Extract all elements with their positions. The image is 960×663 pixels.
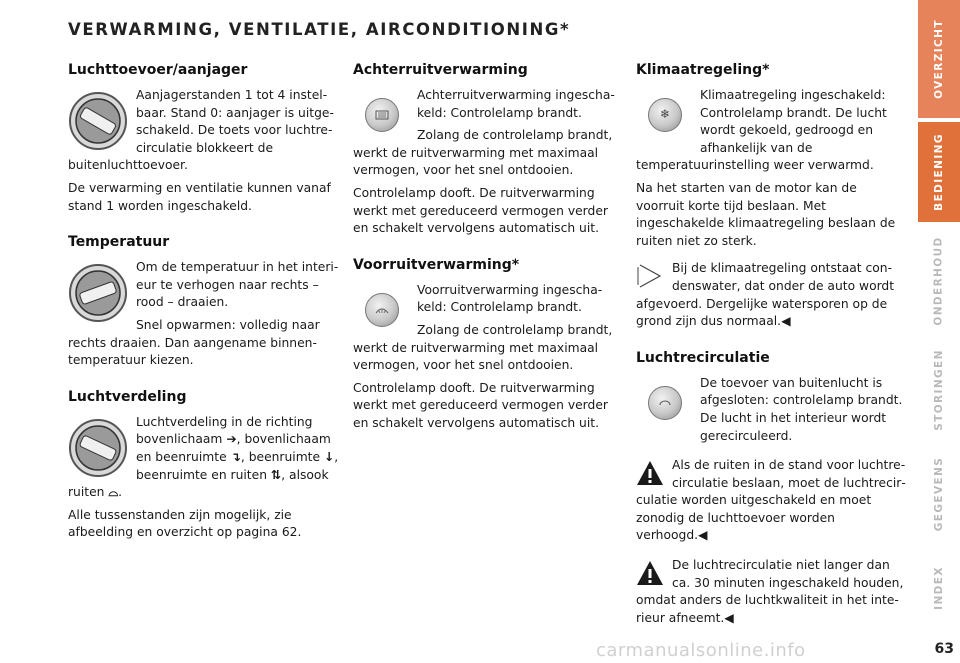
blower-text-1: Aanjagerstanden 1 tot 4 instelbaar. Stand 0: aanjager is uitgeschakeld. De toets voor luchtrecirculatie blokkeert de buitenluchttoevoer. — [68, 88, 334, 173]
ac-button-icon: ❄ — [636, 91, 694, 139]
arrow-down-icon: ↓ — [323, 449, 335, 464]
temperature-text-2: Snel opwarmen: volledig naar rechts draaien. Dan aangename binnentemperatuur kiezen. — [68, 317, 320, 368]
distribution-text-d: , beenruimte en ruiten — [136, 449, 339, 482]
distribution-text-c: , beenruimte — [240, 449, 321, 464]
climate-text-1: Klimaatregeling ingeschakeld: Controlelamp brandt. De lucht wordt gekoeld, gedroogd en afhankelijk van de temperatuurinstelling weer verwarmd. — [636, 88, 887, 173]
distribution-knob-icon — [68, 418, 128, 478]
end-mark-icon: ◀ — [698, 528, 708, 543]
tab-maintenance-label: ONDERHOUD — [933, 236, 945, 326]
section-heading-temperature: Temperatuur — [68, 234, 170, 251]
arrow-right-icon: ➔ — [226, 432, 237, 447]
climate-text-2: Na het starten van de motor kan de voorruit korte tijd beslaan. Met ingeschakelde klimaatregeling beslaan de ruiten niet zo sterk. — [636, 180, 896, 248]
page-title: VERWARMING, VENTILATIE, AIRCONDITIONING* — [68, 20, 571, 39]
tab-index[interactable] — [918, 548, 960, 628]
windshield-text-1: Voorruitverwarming ingeschakeld: Controlelamp brandt. — [417, 282, 603, 315]
section-heading-windshield: Voorruitverwarming* — [353, 256, 520, 273]
distribution-text-1: Luchtverdeling in de richting bovenlichaam ➔, bovenlichaam en beenruimte ↴, beenruimte ↓, beenruimte en ruiten ⇅, alsook ruiten ⌓. — [68, 414, 339, 500]
end-mark-icon: ◀ — [724, 610, 734, 625]
section-air-distribution — [68, 389, 340, 547]
end-mark-icon: ◀ — [781, 314, 791, 329]
rear-window-button-icon — [353, 91, 411, 139]
section-heading-air-distribution: Luchtverdeling — [68, 388, 187, 405]
rear-window-text-3: Controlelamp dooft. De ruitverwarming werkt met gereduceerd vermogen verder en schakelt vervolgens automatisch uit. — [353, 185, 608, 236]
tab-technical-data[interactable] — [918, 444, 960, 544]
recirculation-button-icon — [636, 379, 694, 427]
section-heading-recirculation: Luchtrecirculatie — [636, 349, 770, 366]
section-climate-control — [636, 62, 908, 336]
recirculation-text-1: De toevoer van buitenlucht is afgesloten: controlelamp brandt. De lucht in het interieur wordt gerecirculeerd. — [700, 375, 903, 443]
tab-overview[interactable] — [918, 0, 960, 118]
climate-note-text: Bij de klimaatregeling ontstaat condenswater, dat onder de auto wordt afgevoerd. Dergelijke watersporen op de grond zijn dus normaal. — [636, 261, 895, 329]
distribution-text-e: , alsook ruiten — [68, 467, 329, 500]
recirculation-warning-2 — [636, 557, 908, 627]
column-3 — [636, 62, 908, 646]
section-heading-climate: Klimaatregeling* — [636, 62, 770, 78]
column-1 — [68, 62, 340, 561]
tab-overview-label: OVERZICHT — [933, 19, 945, 99]
tab-maintenance[interactable] — [918, 226, 960, 336]
rear-window-text-1: Achterruitverwarming ingeschakeld: Controlelamp brandt. — [417, 88, 615, 120]
watermark: carmanualsonline.info — [596, 640, 806, 661]
windshield-text-3: Controlelamp dooft. De ruitverwarming werkt met gereduceerd vermogen verder en schakelt vervolgens automatisch uit. — [353, 380, 608, 430]
note-arrow-icon — [636, 262, 664, 290]
section-recirculation — [636, 350, 908, 633]
recirculation-warning-2-text: De luchtrecirculatie niet langer dan ca. 30 minuten ingeschakeld houden, omdat anders de luchtkwaliteit in het interieur afneemt. — [636, 558, 904, 625]
temperature-text-1: Om de temperatuur in het interieur te verhogen naar rechts – rood – draaien. — [136, 260, 339, 310]
temperature-knob-icon — [68, 263, 128, 323]
section-rear-window-heating — [353, 62, 625, 243]
warning-icon — [636, 559, 664, 587]
tab-operation[interactable] — [918, 122, 960, 222]
section-windshield-heating — [353, 257, 625, 438]
section-heading-rear-window: Achterruitverwarming — [353, 62, 528, 78]
page-number: 63 — [934, 641, 954, 657]
tab-technical-data-label: GEGEVENS — [933, 456, 945, 532]
recirculation-warning-1-text: Als de ruiten in de stand voor luchtrecirculatie beslaan, moet de luchtrecirculatie worden uitgeschakeld en moet zonodig de luchttoevoer worden verhoogd. — [636, 458, 906, 543]
climate-note — [636, 260, 908, 330]
blower-text-2: De verwarming en ventilatie kunnen vanaf stand 1 worden ingeschakeld. — [68, 180, 331, 213]
windshield-icon: ⌓ — [108, 485, 119, 500]
column-2 — [353, 62, 625, 452]
section-blower — [68, 62, 340, 220]
distribution-text-b: , bovenlichaam en beenruimte — [136, 432, 331, 464]
tab-index-label: INDEX — [933, 566, 945, 610]
rear-window-text-2: Zolang de controlelamp brandt, werkt de ruitverwarming met maximaal vermogen, voor het snel ontdooien. — [353, 128, 613, 178]
windshield-button-icon — [353, 286, 411, 334]
arrow-up-down-icon: ⇅ — [270, 467, 282, 482]
tab-troubleshooting[interactable] — [918, 340, 960, 440]
blower-knob-icon — [68, 91, 128, 151]
chapter-sidebar — [918, 0, 960, 663]
windshield-text-2: Zolang de controlelamp brandt, werkt de ruitverwarming met maximaal vermogen, voor het snel ontdooien. — [353, 322, 613, 373]
arrow-down-right-icon: ↴ — [230, 449, 241, 464]
tab-operation-label: BEDIENING — [933, 133, 946, 211]
recirculation-warning-1 — [636, 457, 908, 545]
distribution-text-2: Alle tussenstanden zijn mogelijk, zie afbeelding en overzicht op pagina 62. — [68, 507, 302, 540]
section-temperature — [68, 234, 340, 375]
warning-icon — [636, 459, 664, 487]
section-heading-blower: Luchttoevoer/aanjager — [68, 62, 248, 78]
distribution-text-a: Luchtverdeling in de richting bovenlichaam — [136, 414, 313, 447]
tab-troubleshooting-label: STORINGEN — [933, 349, 946, 431]
